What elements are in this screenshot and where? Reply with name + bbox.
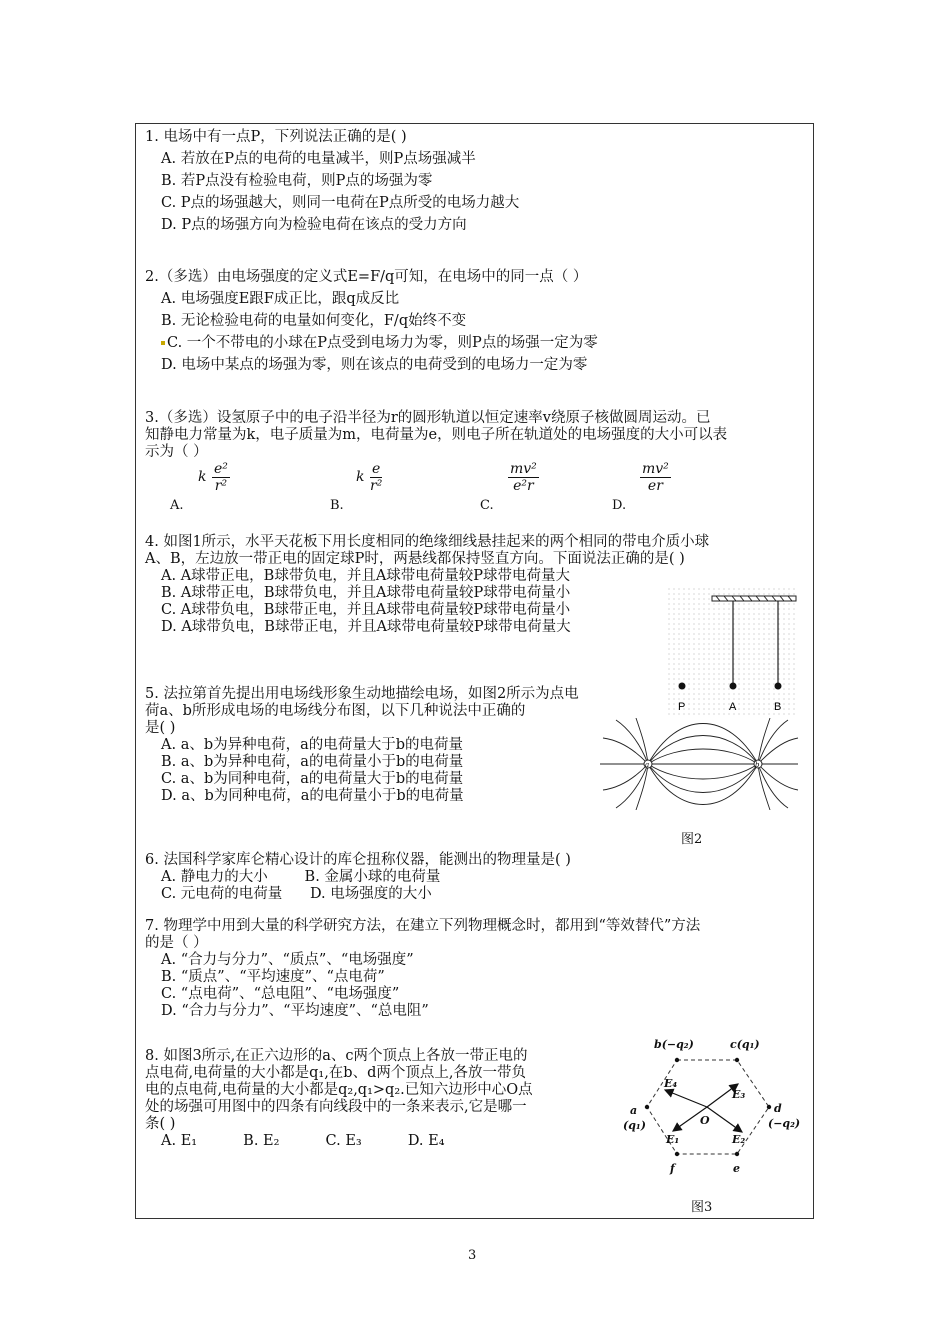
label-f-vertex: f bbox=[670, 1162, 675, 1175]
figure-3-hexagon bbox=[620, 1032, 805, 1184]
q4-option-a: A. A球带正电，B球带负电，并且A球带电荷量较P球带电荷量大 bbox=[161, 568, 571, 584]
q7-option-b: B. “质点”、“平均速度”、“点电荷” bbox=[161, 969, 385, 985]
q8-stem-line3: 电的点电荷,电荷量的大小都是q₂,q₁>q₂.已知六边形中心O点 bbox=[145, 1082, 533, 1098]
q3-choice-c-den: e²r bbox=[513, 478, 534, 494]
label-e3: E₃ bbox=[732, 1088, 746, 1101]
q8-stem-line4: 处的场强可用图中的四条有向线段中的一条来表示,它是哪一 bbox=[145, 1099, 527, 1115]
q3-stem-line3: 示为（ ） bbox=[145, 444, 208, 460]
figure-2-caption: 图2 bbox=[681, 832, 703, 847]
q2-option-d: D. 电场中某点的场强为零，则在该点的电荷受到的电场力一定为零 bbox=[161, 357, 588, 373]
q3-choice-d-fraction bbox=[640, 461, 671, 494]
label-c-vertex: c(q₁) bbox=[730, 1038, 760, 1051]
q3-choice-a-num: e² bbox=[214, 461, 228, 477]
question-7 bbox=[145, 918, 805, 1020]
label-e-vertex: e bbox=[733, 1162, 740, 1175]
label-a-charge: (q₁) bbox=[623, 1119, 646, 1132]
label-b-vertex: b(−q₂) bbox=[654, 1038, 694, 1051]
q5-option-a: A. a、b为异种电荷，a的电荷量大于b的电荷量 bbox=[161, 737, 464, 753]
label-e4: E₄ bbox=[664, 1077, 678, 1090]
q3-choice-b-letter: B. bbox=[330, 498, 344, 513]
q5-option-d: D. a、b为同种电荷，a的电荷量小于b的电荷量 bbox=[161, 788, 464, 804]
q1-option-d: D. P点的场强方向为检验电荷在该点的受力方向 bbox=[161, 217, 467, 233]
q2-stem: 2.（多选）由电场强度的定义式E=F/q可知，在电场中的同一点（ ） bbox=[145, 269, 588, 285]
label-a: A bbox=[729, 701, 737, 713]
q3-choice-d-num: mv² bbox=[642, 461, 669, 477]
q3-choice-a-letter: A. bbox=[170, 498, 184, 513]
q5-option-c: C. a、b为同种电荷，a的电荷量大于b的电荷量 bbox=[161, 771, 464, 787]
q5-stem-line2: 荷a、b所形成电场的电场线分布图，以下几种说法中正确的 bbox=[145, 703, 526, 719]
q3-stem-line2: 知静电力常量为k，电子质量为m，电荷量为e，则电子所在轨道处的电场强度的大小可以表 bbox=[145, 427, 728, 443]
label-a-vertex: a bbox=[630, 1104, 638, 1117]
q3-choice-b-den: r² bbox=[370, 478, 383, 494]
q7-option-c: C. “点电荷”、“总电阻”、“电场强度” bbox=[161, 986, 400, 1002]
q3-choice-c-num: mv² bbox=[510, 461, 537, 477]
charge-a-label: a bbox=[645, 761, 650, 769]
q3-choice-d-letter: D. bbox=[612, 498, 627, 513]
q1-option-c: C. P点的场强越大，则同一电荷在P点所受的电场力越大 bbox=[161, 195, 520, 211]
q3-choice-c-fraction bbox=[508, 461, 539, 494]
q4-option-c: C. A球带负电，B球带正电，并且A球带电荷量较P球带电荷量小 bbox=[161, 602, 571, 618]
label-b: B bbox=[774, 701, 782, 713]
q4-option-b: B. A球带正电，B球带负电，并且A球带电荷量较P球带电荷量小 bbox=[161, 585, 571, 601]
vector-e4 bbox=[665, 1090, 707, 1107]
q7-stem-line1: 7. 物理学中用到大量的科学研究方法，在建立下列物理概念时，都用到“等效替代”方法 bbox=[145, 918, 701, 934]
question-2 bbox=[145, 266, 805, 376]
q4-stem-line2: A、B，左边放一带正电的固定球P时，两悬线都保持竖直方向。下面说法正确的是( ) bbox=[145, 551, 685, 567]
figure-3-caption: 图3 bbox=[691, 1200, 713, 1215]
q3-choice-a-fraction bbox=[212, 461, 230, 494]
q7-option-d: D. “合力与分力”、“平均速度”、“总电阻” bbox=[161, 1003, 429, 1019]
q2-option-a: A. 电场强度E跟F成正比，跟q成反比 bbox=[161, 291, 400, 307]
q4-option-d: D. A球带负电，B球带正电，并且A球带电荷量较P球带电荷量大 bbox=[161, 619, 571, 635]
q1-stem: 1. 电场中有一点P，下列说法正确的是( ) bbox=[145, 129, 407, 145]
q6-stem: 6. 法国科学家库仑精心设计的库仑扭称仪器，能测出的物理量是( ) bbox=[145, 852, 571, 868]
q3-choice-c-letter: C. bbox=[480, 498, 494, 513]
q7-stem-line2: 的是（ ） bbox=[145, 935, 208, 951]
q3-choice-a-prefix: k bbox=[198, 469, 207, 485]
q5-stem-line3: 是( ) bbox=[145, 720, 176, 736]
label-e2: E₂ bbox=[732, 1133, 746, 1146]
q6-options-row2: C. 元电荷的电荷量 D. 电场强度的大小 bbox=[161, 886, 432, 902]
q1-option-a: A. 若放在P点的电荷的电量减半，则P点场强减半 bbox=[161, 151, 476, 167]
q3-choice-b-prefix: k bbox=[356, 469, 365, 485]
q3-choice-a-den: r² bbox=[214, 478, 228, 494]
question-3 bbox=[145, 410, 805, 461]
q7-option-a: A. “合力与分力”、“质点”、“电场强度” bbox=[161, 952, 414, 968]
q4-stem-line1: 4. 如图1所示，水平天花板下用长度相同的绝缘细线悬挂起来的两个相同的带电介质小球 bbox=[145, 534, 710, 550]
q3-choice-d-den: er bbox=[647, 478, 663, 494]
label-d-vertex: d bbox=[774, 1102, 782, 1115]
question-6 bbox=[145, 852, 805, 903]
q8-stem-line5: 条( ) bbox=[145, 1116, 176, 1132]
q2-option-c bbox=[145, 332, 805, 354]
q6-options-row1: A. 静电力的大小 B. 金属小球的电荷量 bbox=[161, 869, 441, 885]
label-e1: E₁ bbox=[666, 1133, 680, 1146]
q8-stem-line1: 8. 如图3所示,在正六边形的a、c两个顶点上各放一带正电的 bbox=[145, 1048, 528, 1064]
charge-b-label: b bbox=[755, 761, 760, 769]
vector-e2 bbox=[707, 1107, 742, 1132]
q8-stem-line2: 点电荷,电荷量的大小都是q₁,在b、d两个顶点上,各放一带负 bbox=[145, 1065, 526, 1081]
q3-choice-b-num: e bbox=[370, 461, 382, 478]
q2-option-c-text: C. 一个不带电的小球在P点受到电场力为零，则P点的场强一定为零 bbox=[167, 335, 598, 351]
page-number: 3 bbox=[468, 1248, 477, 1263]
q5-option-b: B. a、b为异种电荷，a的电荷量小于b的电荷量 bbox=[161, 754, 464, 770]
field-lines bbox=[600, 718, 798, 810]
q8-options: A. E₁ B. E₂ C. E₃ D. E₄ bbox=[161, 1133, 445, 1149]
question-1 bbox=[145, 126, 805, 236]
label-p: P bbox=[678, 701, 686, 713]
label-d-charge: (−q₂) bbox=[768, 1117, 801, 1130]
label-o-center: O bbox=[700, 1114, 710, 1127]
q2-option-b: B. 无论检验电荷的电量如何变化，F/q始终不变 bbox=[161, 313, 467, 329]
highlight-marker bbox=[161, 341, 165, 345]
q5-stem-line1: 5. 法拉第首先提出用电场线形象生动地描绘电场，如图2所示为点电 bbox=[145, 686, 579, 702]
q3-choices bbox=[160, 455, 800, 523]
q3-choice-b-fraction bbox=[370, 461, 382, 494]
q1-option-b: B. 若P点没有检验电荷，则P点的场强为零 bbox=[161, 173, 433, 189]
q3-stem-line1: 3.（多选）设氢原子中的电子沿半径为r的圆形轨道以恒定速率v绕原子核做圆周运动。已 bbox=[145, 410, 711, 426]
figure-2-field-lines bbox=[598, 718, 800, 810]
